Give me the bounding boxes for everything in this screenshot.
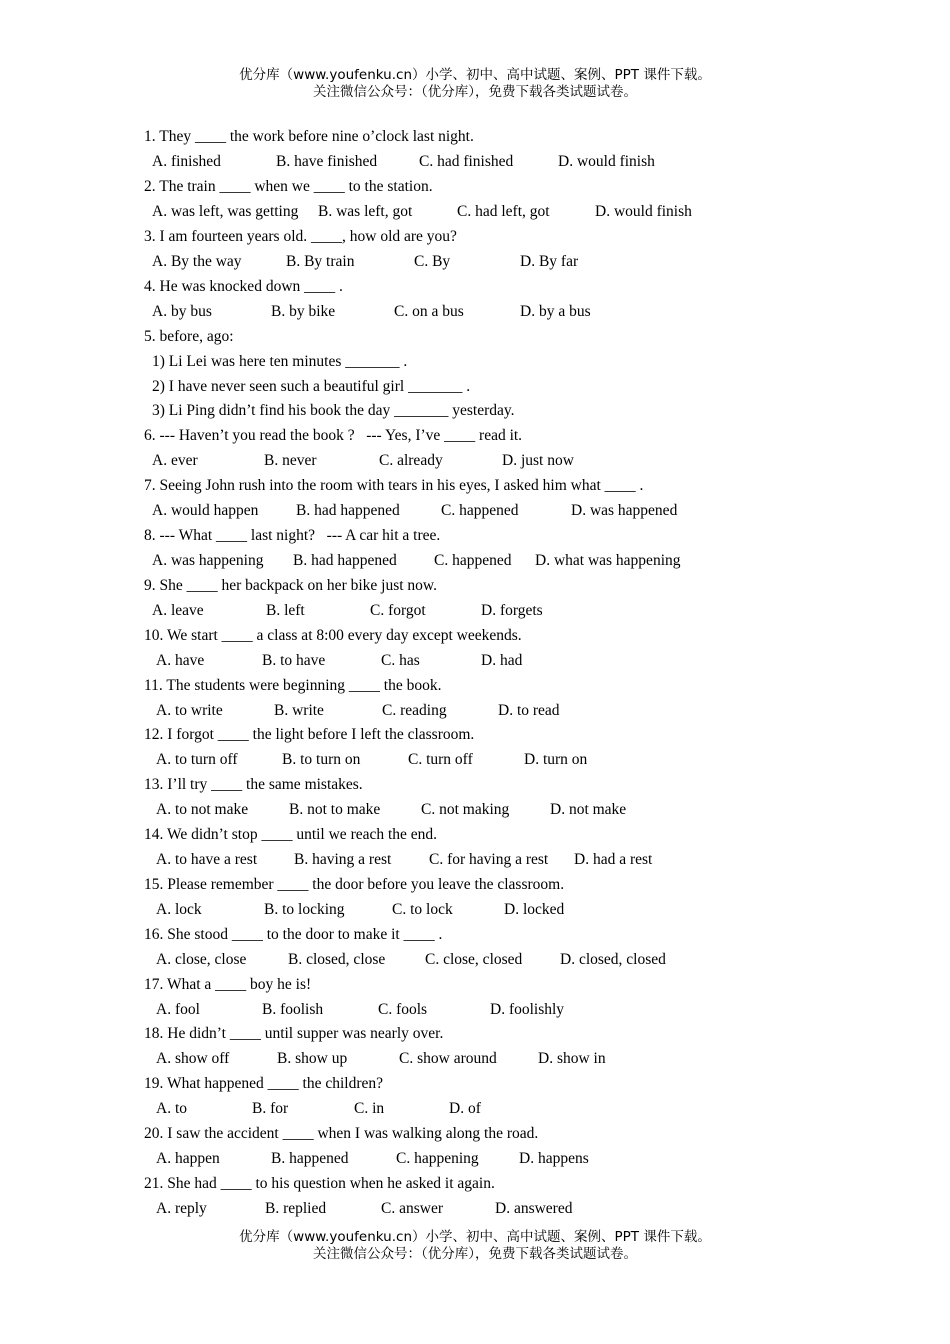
q11-option-c: C. reading	[382, 702, 447, 719]
q20-option-a: A. happen	[156, 1150, 220, 1167]
question-19: 19. What happened ____ the children?	[144, 1075, 384, 1092]
q3-option-a: A. By the way	[152, 253, 242, 270]
q2-option-a: A. was left, was getting	[152, 203, 299, 220]
q17-option-a: A. fool	[156, 1001, 200, 1018]
q16-option-a: A. close, close	[156, 951, 247, 968]
q1-option-a: A. finished	[152, 153, 221, 170]
header-line-1: 优分库（www.youfenku.cn）小学、初中、高中试题、案例、PPT 课件下载。	[239, 67, 711, 83]
q1-option-b: B. have finished	[276, 153, 378, 170]
q15-option-b: B. to locking	[264, 901, 345, 918]
q7-option-b: B. had happened	[296, 502, 400, 519]
q19-option-a: A. to	[156, 1100, 187, 1117]
q16-option-c: C. close, closed	[425, 951, 523, 968]
q2-option-c: C. had left, got	[457, 203, 550, 220]
q10-option-d: D. had	[481, 652, 523, 669]
q12-option-c: C. turn off	[408, 751, 473, 768]
q8-option-c: C. happened	[434, 552, 512, 569]
q9-option-c: C. forgot	[370, 602, 426, 619]
question-6: 6. --- Haven’t you read the book ? --- Yes, I’ve ____ read it.	[144, 427, 523, 444]
question-4: 4. He was knocked down ____ .	[144, 278, 343, 295]
q2-option-b: B. was left, got	[318, 203, 413, 220]
page-footer	[0, 1229, 950, 1263]
q13-option-b: B. not to make	[289, 801, 381, 818]
q20-option-d: D. happens	[519, 1150, 589, 1167]
q15-option-a: A. lock	[156, 901, 202, 918]
q12-option-b: B. to turn on	[282, 751, 361, 768]
q4-option-c: C. on a bus	[394, 303, 464, 320]
q10-option-b: B. to have	[262, 652, 326, 669]
question-18: 18. He didn’t ____ until supper was nearly over.	[144, 1025, 444, 1042]
q4-option-b: B. by bike	[271, 303, 336, 320]
q16-option-d: D. closed, closed	[560, 951, 666, 968]
question-13: 13. I’ll try ____ the same mistakes.	[144, 776, 363, 793]
q13-option-c: C. not making	[421, 801, 510, 818]
q4-option-a: A. by bus	[152, 303, 212, 320]
q12-option-a: A. to turn off	[156, 751, 238, 768]
q13-option-a: A. to not make	[156, 801, 249, 818]
question-21: 21. She had ____ to his question when he asked it again.	[144, 1175, 495, 1192]
q8-option-b: B. had happened	[293, 552, 397, 569]
q20-option-b: B. happened	[271, 1150, 349, 1167]
question-20: 20. I saw the accident ____ when I was walking along the road.	[144, 1125, 539, 1142]
q14-option-d: D. had a rest	[574, 851, 653, 868]
question-15: 15. Please remember ____ the door before you leave the classroom.	[144, 876, 565, 893]
q7-option-c: C. happened	[441, 502, 519, 519]
q17-option-b: B. foolish	[262, 1001, 324, 1018]
q19-option-d: D. of	[449, 1100, 481, 1117]
q7-option-a: A. would happen	[152, 502, 259, 519]
question-7: 7. Seeing John rush into the room with tears in his eyes, I asked him what ____ .	[144, 477, 644, 494]
q7-option-d: D. was happened	[571, 502, 678, 519]
question-12: 12. I forgot ____ the light before I left the classroom.	[144, 726, 475, 743]
q9-option-a: A. leave	[152, 602, 204, 619]
q5-item-2: 2) I have never seen such a beautiful girl _______ .	[152, 378, 471, 395]
page-header	[0, 67, 950, 101]
question-14: 14. We didn’t stop ____ until we reach the end.	[144, 826, 438, 843]
q21-option-b: B. replied	[265, 1200, 327, 1217]
footer-line-2: 关注微信公众号：（优分库），免费下载各类试题试卷。	[313, 1246, 637, 1262]
q21-option-d: D. answered	[495, 1200, 573, 1217]
q6-option-b: B. never	[264, 452, 317, 469]
question-5: 5. before, ago:	[144, 328, 234, 345]
q21-option-c: C. answer	[381, 1200, 443, 1217]
q5-item-1: 1) Li Lei was here ten minutes _______ .	[152, 353, 408, 370]
question-2: 2. The train ____ when we ____ to the station.	[144, 178, 433, 195]
q6-option-c: C. already	[379, 452, 443, 469]
q1-option-d: D. would finish	[558, 153, 655, 170]
question-10: 10. We start ____ a class at 8:00 every day except weekends.	[144, 627, 522, 644]
q17-option-d: D. foolishly	[490, 1001, 565, 1018]
q18-option-c: C. show around	[399, 1050, 497, 1067]
question-1: 1. They ____ the work before nine o’clock last night.	[144, 128, 474, 145]
header-line-2: 关注微信公众号：（优分库），免费下载各类试题试卷。	[313, 84, 637, 100]
question-3: 3. I am fourteen years old. ____, how old are you?	[144, 228, 457, 245]
q3-option-c: C. By	[414, 253, 451, 270]
q10-option-c: C. has	[381, 652, 420, 669]
question-9: 9. She ____ her backpack on her bike just now.	[144, 577, 437, 594]
footer-line-1: 优分库（www.youfenku.cn）小学、初中、高中试题、案例、PPT 课件下载。	[239, 1229, 711, 1245]
q14-option-c: C. for having a rest	[429, 851, 549, 868]
q19-option-c: C. in	[354, 1100, 385, 1117]
q8-option-d: D. what was happening	[535, 552, 681, 569]
q2-option-d: D. would finish	[595, 203, 692, 220]
q17-option-c: C. fools	[378, 1001, 428, 1018]
q11-option-a: A. to write	[156, 702, 223, 719]
q18-option-b: B. show up	[277, 1050, 348, 1067]
q18-option-d: D. show in	[538, 1050, 606, 1067]
q20-option-c: C. happening	[396, 1150, 479, 1167]
q16-option-b: B. closed, close	[288, 951, 386, 968]
q5-item-3: 3) Li Ping didn’t find his book the day _______ yesterday.	[152, 402, 515, 419]
question-8: 8. --- What ____ last night? --- A car hit a tree.	[144, 527, 441, 544]
question-17: 17. What a ____ boy he is!	[144, 976, 312, 993]
q4-option-d: D. by a bus	[520, 303, 591, 320]
q12-option-d: D. turn on	[524, 751, 588, 768]
q1-option-c: C. had finished	[419, 153, 514, 170]
q8-option-a: A. was happening	[152, 552, 264, 569]
q13-option-d: D. not make	[550, 801, 627, 818]
q10-option-a: A. have	[156, 652, 205, 669]
q19-option-b: B. for	[252, 1100, 289, 1117]
question-11: 11. The students were beginning ____ the book.	[144, 677, 442, 694]
question-16: 16. She stood ____ to the door to make it ____ .	[144, 926, 443, 943]
q14-option-a: A. to have a rest	[156, 851, 258, 868]
q6-option-d: D. just now	[502, 452, 574, 469]
q15-option-c: C. to lock	[392, 901, 453, 918]
q9-option-b: B. left	[266, 602, 305, 619]
q15-option-d: D. locked	[504, 901, 565, 918]
q11-option-b: B. write	[274, 702, 324, 719]
q3-option-d: D. By far	[520, 253, 579, 270]
q6-option-a: A. ever	[152, 452, 198, 469]
q9-option-d: D. forgets	[481, 602, 543, 619]
q11-option-d: D. to read	[498, 702, 560, 719]
q18-option-a: A. show off	[156, 1050, 230, 1067]
q21-option-a: A. reply	[156, 1200, 207, 1217]
q14-option-b: B. having a rest	[294, 851, 392, 868]
q3-option-b: B. By train	[286, 253, 355, 270]
